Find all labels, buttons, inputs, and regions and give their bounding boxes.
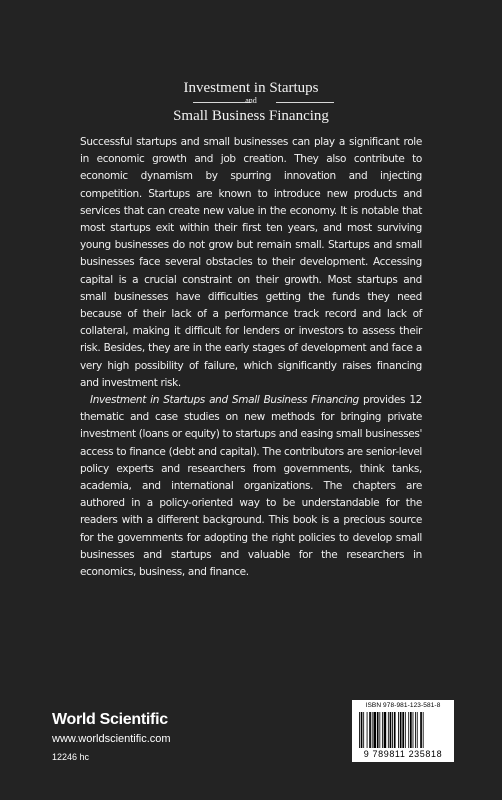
isbn-barcode (352, 700, 454, 762)
catalog-code: 12246 hc (52, 752, 90, 762)
description-paragraph-2-text: provides 12 thematic and case studies on new methods for bringing private investment (loans or equity) to startups and easing small businesses' access to finance (debt and capital). The contributors are senior-level policy experts and researchers from governments, think tanks, academia, and international organizations. The chapters are authored in a policy-oriented way to be understandable for the readers with a different background. This book is a precious source for the governments for adopting the right policies to develop small businesses and startups and valuable for the researchers in economics, business, and finance. (80, 394, 422, 579)
title-connector (0, 97, 502, 108)
book-description (80, 134, 422, 581)
book-title-italic: Investment in Startups and Small Business Financing (90, 394, 359, 407)
barcode-bars (358, 712, 448, 748)
description-paragraph-1: Successful startups and small businesses can play a significant role in economic growth and job creation. They also contribute to economic dynamism by spurring innovation and injecting competition. Startups are known to introduce new products and services that can create new value in the economy. It is notable that most startups exit within their first ten years, and most surviving young businesses do not grow but remain small. Startups and small businesses face several obstacles to their development. Accessing capital is a crucial constraint on their growth. Most startups and small businesses have difficulties getting the funds they need because of their lack of a performance track record and lack of collateral, making it difficult for lenders or investors to assess their risk. Besides, they are in the early stages of development and face a very high possibility of failure, which significantly raises financing and investment risk. (80, 136, 422, 389)
isbn-label: ISBN 978-981-123-581-8 (365, 702, 441, 709)
publisher-block (52, 710, 171, 764)
barcode-digits: 9 789811 235818 (363, 749, 443, 759)
title-line-2: Small Business Financing (173, 108, 329, 124)
title-rule-right (276, 102, 334, 103)
title-line-1: Investment in Startups (183, 80, 319, 96)
book-title (0, 80, 502, 125)
publisher-url: www.worldscientific.com (52, 733, 171, 745)
title-and: and (245, 96, 257, 105)
publisher-name: World Scientific (52, 711, 168, 728)
description-paragraph-2 (80, 392, 422, 581)
